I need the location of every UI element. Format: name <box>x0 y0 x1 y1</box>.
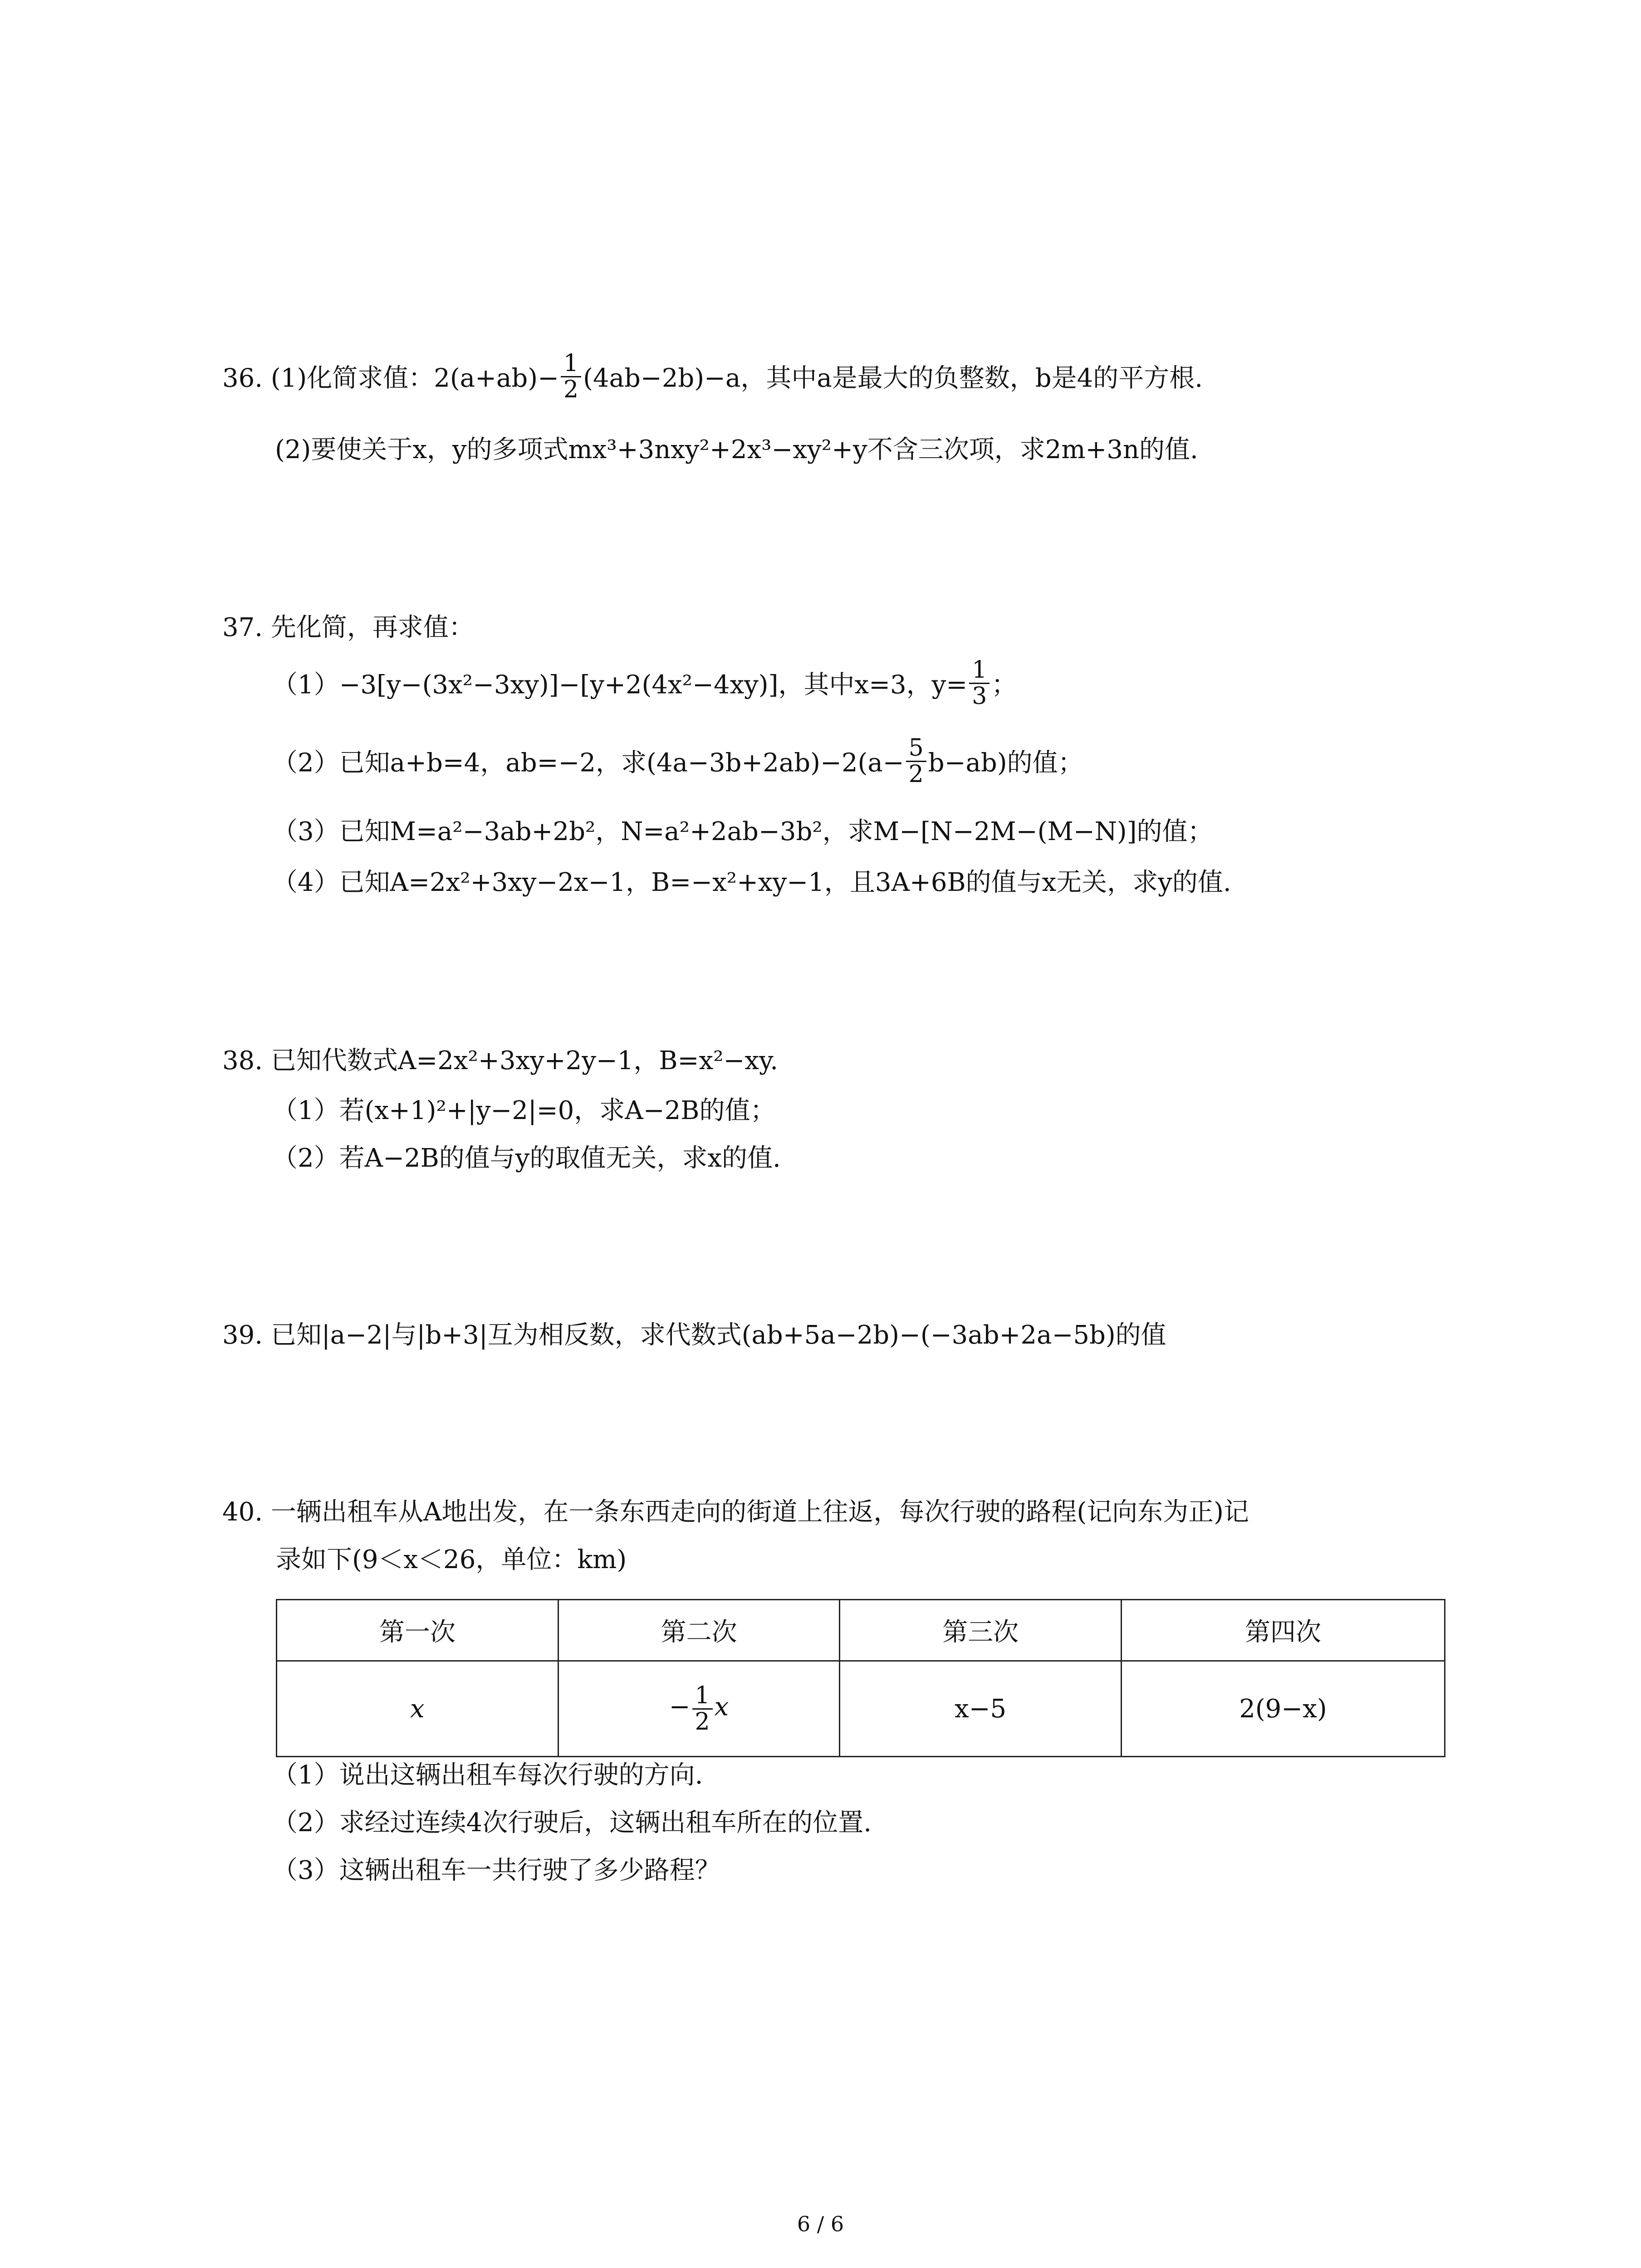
table-header-cell: 第二次 <box>558 1600 840 1661</box>
table-cell: 2(9−x) <box>1121 1661 1445 1757</box>
fraction-one-half: $\frac{1}{2}$ <box>692 1683 713 1734</box>
problem-40-line-1: 40. 一辆出租车从A地出发，在一条东西走向的街道上往返，每次行驶的路程(记向东为正)记 <box>222 1497 1249 1527</box>
problem-36-expr-right: (4ab−2b)−a，其中a是最大的负整数，b是4的平方根. <box>583 363 1203 393</box>
table-header-cell: 第一次 <box>277 1600 558 1661</box>
problem-37-intro <box>222 612 474 643</box>
problem-36-part1-label: (1)化简求值： <box>270 363 434 393</box>
problem-38-intro: 38. 已知代数式A=2x²+3xy+2y−1，B=x²−xy. <box>222 1046 779 1075</box>
problem-36-number: 36. <box>222 363 263 393</box>
table-cell: x−5 <box>840 1661 1122 1757</box>
table-header-cell: 第四次 <box>1121 1600 1445 1661</box>
problem-38-item-2: （2）若A−2B的值与y的取值无关，求x的值. <box>272 1144 781 1173</box>
fraction-five-halves: $\frac{5}{2}$ <box>906 736 926 787</box>
page-number: 6 / 6 <box>797 2212 844 2236</box>
problem-40-question-2: （2）求经过连续4次行驶后，这辆出租车所在的位置. <box>272 1808 872 1838</box>
table-cell: − $\frac{1}{2}$ x <box>558 1661 840 1757</box>
problem-37-number: 37. <box>222 613 263 642</box>
problem-37-item-1: （1）−3[y−(3x²−3xy)]−[y+2(4x²−4xy)]，其中x=3，y= $\frac{1}{3}$ ； <box>272 656 1017 710</box>
problem-36-part-2: (2)要使关于x，y的多项式mx³+3nxy²+2x³−xy²+y不含三次项，求2m+3n的值. <box>275 435 1198 464</box>
problem-38-item-1: （1）若(x+1)²+|y−2|=0，求A−2B的值； <box>272 1096 776 1125</box>
problem-37-item-2: （2）已知a+b=4，ab=−2，求(4a−3b+2ab)−2(a− $\frac{5}{2}$ b−ab)的值； <box>272 734 1083 788</box>
table-header-cell: 第三次 <box>840 1600 1122 1661</box>
problem-37-item-4: （4）已知A=2x²+3xy−2x−1，B=−x²+xy−1，且3A+6B的值与x无关，求y的值. <box>272 868 1231 897</box>
problem-39-number: 39. <box>222 1320 263 1350</box>
fraction-one-third: $\frac{1}{3}$ <box>969 658 989 709</box>
problem-36-expr-left: 2(a+ab)− <box>434 363 559 393</box>
problem-40-question-1: （1）说出这辆出租车每次行驶的方向. <box>272 1760 703 1790</box>
fraction-one-half: $\frac{1}{2}$ <box>561 351 581 402</box>
table-cell: x <box>277 1661 558 1757</box>
problem-39: 39. 已知|a−2|与|b+3|互为相反数，求代数式(ab+5a−2b)−(−3ab+2a−5b)的值 <box>222 1320 1166 1350</box>
problem-40-line-2: 录如下(9＜x＜26，单位：km) <box>276 1545 627 1574</box>
problem-38-number: 38. <box>222 1046 263 1075</box>
problem-40-number: 40. <box>222 1497 263 1527</box>
trip-table <box>276 1599 1445 1757</box>
table-row <box>277 1661 1445 1757</box>
problem-40-question-3: （3）这辆出租车一共行驶了多少路程？ <box>272 1856 720 1885</box>
table-header-row <box>277 1600 1445 1661</box>
problem-37-intro-text: 先化简，再求值： <box>270 613 474 642</box>
problem-36-line-1 <box>222 350 1203 406</box>
problem-37-item-3: （3）已知M=a²−3ab+2b²，N=a²+2ab−3b²，求M−[N−2M−(M−N)]的值； <box>272 817 1213 846</box>
